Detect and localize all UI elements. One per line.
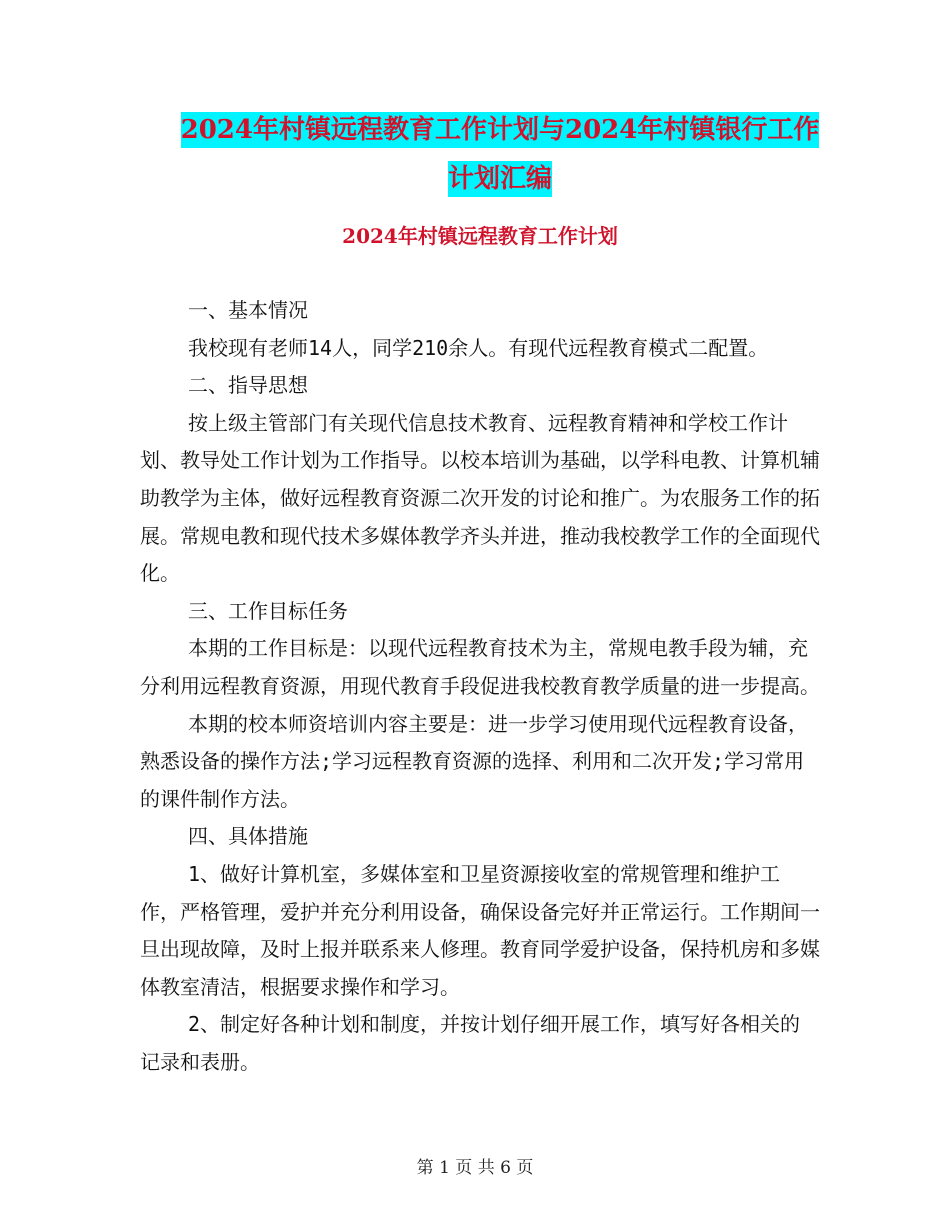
section-title: 2024年村镇远程教育工作计划 (342, 224, 618, 248)
paragraph: 我校现有老师14人，同学210余人。有现代远程教育模式二配置。 (188, 335, 769, 360)
paragraph: 本期的校本师资培训内容主要是：进一步学习使用现代远程教育设备，熟悉设备的操作方法;学习远程教育资源的选择、利用和二次开发;学习常用的课件制作方法。 (140, 711, 808, 811)
heading-work-goals: 三、工作目标任务 (188, 598, 348, 623)
page-footer: 第 1 页 共 6 页 (416, 1158, 534, 1178)
title-line-1: 2024年村镇远程教育工作计划与2024年村镇银行工作 (181, 112, 820, 148)
paragraph: 按上级主管部门有关现代信息技术教育、远程教育精神和学校工作计划、教导处工作计划为工作指导。以校本培训为基础，以学科电教、计算机辅助教学为主体，做好远程教育资源二次开发的讨论和推广。为农服务工作的拓展。常规电教和现代技术多媒体教学齐头并进，推动我校教学工作的全面现代化。 (140, 410, 820, 586)
paragraph: 本期的工作目标是：以现代远程教育技术为主，常规电教手段为辅，充分利用远程教育资源，用现代教育手段促进我校教育教学质量的进一步提高。 (140, 636, 820, 698)
heading-specific-measures: 四、具体措施 (188, 824, 308, 849)
paragraph: 2、制定好各种计划和制度，并按计划仔细开展工作，填写好各相关的记录和表册。 (140, 1012, 801, 1074)
paragraph: 1、做好计算机室，多媒体室和卫星资源接收室的常规管理和维护工作，严格管理，爱护并充分利用设备，确保设备完好并正常运行。工作期间一旦出现故障，及时上报并联系来人修理。教育同学爱护设备，保持机房和多媒体教室清洁，根据要求操作和学习。 (140, 861, 820, 999)
heading-guiding-thought: 二、指导思想 (188, 373, 308, 398)
heading-basic-situation: 一、基本情况 (188, 298, 308, 322)
document-body (140, 292, 820, 1081)
title-line-2: 计划汇编 (448, 161, 552, 197)
document-title (140, 106, 860, 204)
